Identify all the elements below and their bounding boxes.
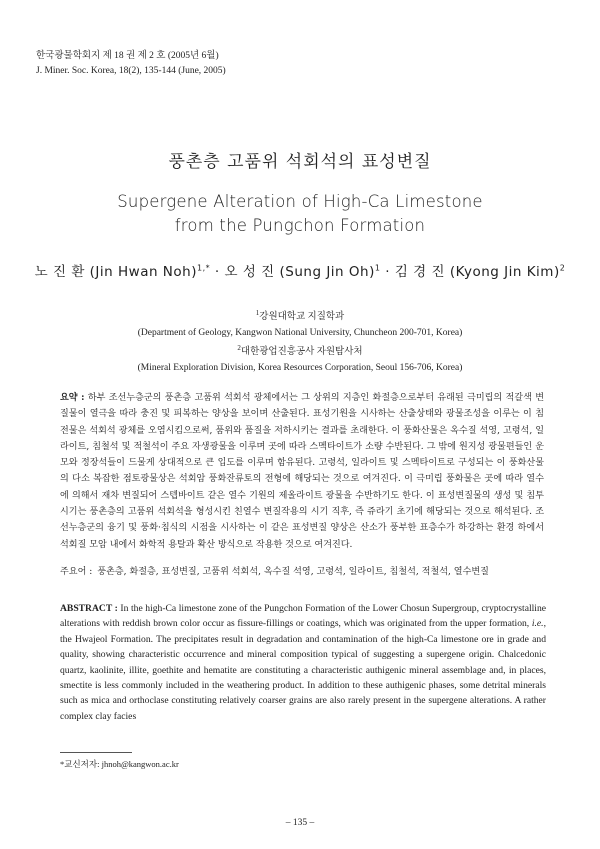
affiliation-1-korean [0,306,600,326]
journal-line-korean: 한국광물학회지 제 18 권 제 2 호 (2005년 6월) [36,51,219,61]
author-affiliation-mark: 1,* [197,263,211,273]
corresponding-author-footnote: *교신저자: jhnoh@kangwon.ac.kr [60,759,179,769]
keywords-korean [60,564,544,580]
journal-line-english: J. Miner. Soc. Korea, 18(2), 135-144 (June, 2005) [36,66,226,76]
abstract-english-label: ABSTRACT : [60,603,118,614]
abstract-korean [60,390,544,553]
keywords-text: 풍촌층, 화절층, 표성변질, 고품위 석회석, 옥수질 석영, 고령석, 일라이트, 침철석, 적철석, 열수변질 [97,567,489,577]
author-separator: · [210,264,225,280]
footnote-rule [60,752,132,753]
journal-header [36,49,226,79]
author-affiliation-mark: 2 [559,263,566,273]
abstract-english [60,601,546,724]
keywords-label: 주요어 : [60,567,93,577]
abstract-korean-text: 하부 조선누층군의 풍촌층 고품위 석회석 광체에서는 그 상위의 지층인 화절층으로부터 유래된 극미립의 적갈색 변질물이 열극을 따라 충진 및 피복하는 양상을 보이며 산출된다. 표성기원을 시사하는 산출상태와 광물조성을 이루는 이 침전물은 석회석 광체를 오염시킴으로써, 품위와 품질을 저하시키는 결과를 초래한다. 이 풍화산물은 옥수질 석영, 고령석, 일라이트, 침철석 및 적철석이 주요 자생광물을 이루며 곳에 따라 스멕타이트가 소량 수반된다. 그 밖에 원지성 광물편들인 운모와 정장석들이 드물게 상대적으로 큰 입도를 이루며 함유된다. 고령석, 일라이트 및 스멕타이트로 구성되는 이 풍화산물의 다소 복잡한 점토광물상은 석회암 풍화잔류토의 전형에 해당되는 것으로 여겨진다. 이 극미립 풍화물은 곳에 따라 열수에 의해서 재차 변질되어 스텝바이트 같은 열수 기원의 제올라이트 광물을 수반하기도 한다. 이 표성변질물의 생성 및 침투 시기는 풍촌층의 고품위 석회석을 형성시킨 친열수 변질작용의 시기 직후, 즉 쥬라기 초기에 해당되는 것으로 해석된다. 조선누층군의 융기 및 풍화·침식의 시점을 시사하는 이 같은 표성변질 양상은 산소가 풍부한 표층수가 하강하는 환경 하에서 석회질 모암 내에서 화학적 용탈과 확산 방식으로 작용한 것으로 여겨진다. [60,393,544,550]
title-english-line2: from the Pungchon Formation [174,216,426,235]
affiliation-1-english: (Department of Geology, Kangwon National University, Chuncheon 200-701, Korea) [137,327,463,338]
affiliation-2-korean [0,341,600,361]
abstract-english-text-part2: , the Hwajeol Formation. The precipitates result in degradation and contamination of the high-Ca limestone ore in grade and quality, showing characteristic occurrence and mineral composition typical of suggesting a supergene origin. Chalcedonic quartz, kaolinite, illite, goethite and hematite are constituting a characteristic authigenic mineral assemblage and, in places, smectite is less commonly included in the weathering product. In addition to these authigenic phases, some detrital minerals such as mica and orthoclase constituting relatively coarser grains are also rarely present in the supergene alterations. A rather complex clay facies [60,618,546,722]
affiliations [0,306,600,376]
author-list [0,260,600,280]
affiliation-1-korean-text: 강원대학교 지질학과 [259,312,345,323]
affiliation-2-korean-text: 대한광업진흥공사 자원탐사처 [240,347,363,358]
author-affiliation-mark: 1 [374,263,381,273]
abstract-korean-label: 요약 : [60,392,85,403]
author-separator: · [380,264,395,280]
author-name: 오 성 진 (Sung Jin Oh) [224,264,375,280]
affiliation-2-english: (Mineral Exploration Division, Korea Resources Corporation, Seoul 156-706, Korea) [137,362,463,373]
author-name: 김 경 진 (Kyong Jin Kim) [394,264,560,280]
title-english-line1: Supergene Alteration of High-Ca Limestone [117,192,483,211]
title-korean: 풍촌층 고품위 석회석의 표성변질 [168,152,432,172]
title-english [0,190,600,238]
affiliation-mark: 1 [255,309,260,317]
affiliation-mark: 2 [237,344,241,353]
page-number: – 135 – [285,818,315,828]
abstract-english-text-part1: In the high-Ca limestone zone of the Pungchon Formation of the Lower Chosun Supergroup, cryptocrystalline alterations with reddish brown color occur as fissure-fillings or coatings, which was originated from the upper formation, [60,603,546,630]
author-name: 노 진 환 (Jin Hwan Noh) [34,264,197,280]
abstract-english-ie: i.e. [531,618,544,630]
